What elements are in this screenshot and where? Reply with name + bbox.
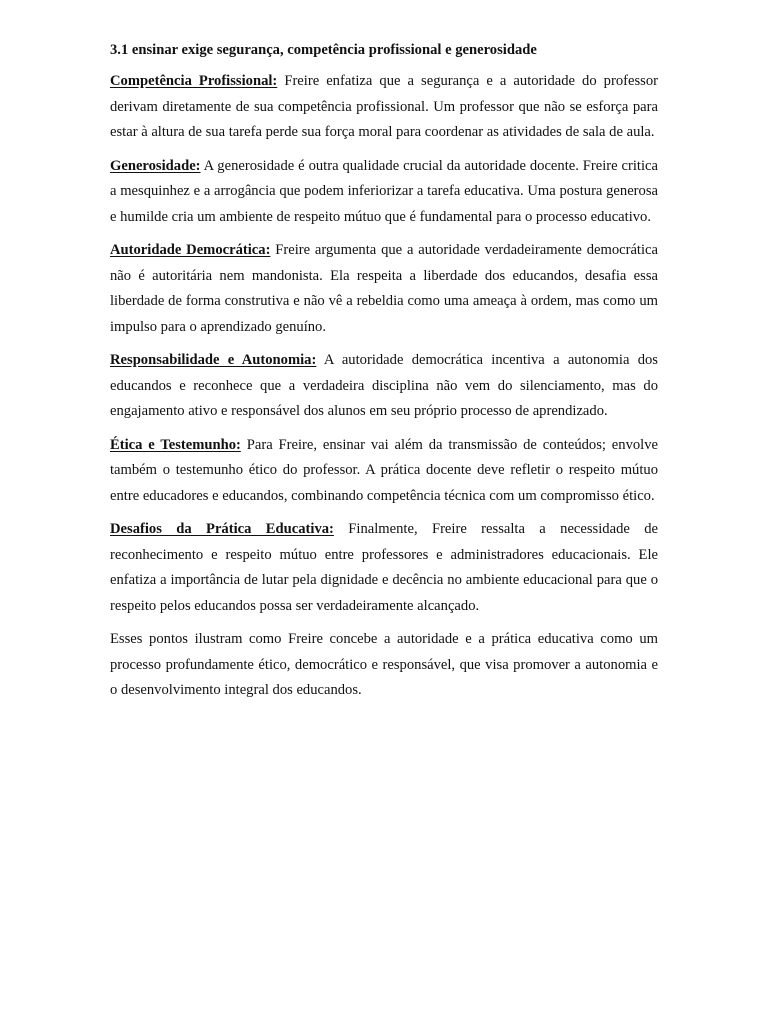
term-etica: Ética e Testemunho: — [110, 436, 241, 453]
term-competencia: Competência Profissional: — [110, 73, 278, 89]
term-autoridade: Autoridade Democrática: — [110, 242, 271, 258]
text-responsabilidade: A autoridade democrática incentiva a autonomia dos educandos e reconhece que a verdadeira disciplina não vem do silenciamento, mas do engajamento ativo e responsável dos alunos em seu próprio processo de aprendizado. — [110, 352, 658, 419]
text-desafios: Finalmente, Freire ressalta a necessidade de reconhecimento e respeito mútuo entre professores e administradores educacionais. Ele enfatiza a importância de lutar pela dignidade e decência no ambiente educacional para que o respeito pelos educandos possa ser verdadeiramente alcançado. — [110, 521, 658, 614]
paragraph-responsabilidade — [110, 348, 658, 425]
paragraph-autoridade — [110, 238, 658, 340]
document-page — [110, 40, 658, 712]
section-heading: 3.1 ensinar exige segurança, competência profissional e generosidade — [110, 42, 537, 58]
text-etica: Para Freire, ensinar vai além da transmissão de conteúdos; envolve também o testemunho ético do professor. A prática docente deve refletir o respeito mútuo entre educadores e educandos, combinando competência técnica com um compromisso ético. — [110, 436, 659, 504]
term-responsabilidade: Responsabilidade e Autonomia: — [110, 352, 317, 368]
text-competencia: Freire enfatiza que a segurança e a autoridade do professor derivam diretamente de sua competência profissional. Um professor que não se esforça para estar à altura de sua tarefa perde sua força moral para coordenar as atividades de sala de aula. — [110, 73, 658, 140]
text-autoridade: Freire argumenta que a autoridade verdadeiramente democrática não é autoritária nem mandonista. Ela respeita a liberdade dos educandos, desafia essa liberdade de forma construtiva e não vê a rebeldia como uma ameaça à ordem, mas como um impulso para o aprendizado genuíno. — [110, 242, 658, 335]
paragraph-etica — [110, 433, 658, 510]
paragraph-desafios — [110, 517, 658, 619]
paragraph-generosidade — [110, 154, 658, 231]
paragraph-conclusion: Esses pontos ilustram como Freire concebe a autoridade e a prática educativa como um processo profundamente ético, democrático e responsável, que visa promover a autonomia e o desenvolvimento integral dos educandos. — [110, 631, 658, 698]
term-generosidade: Generosidade: — [110, 157, 201, 174]
term-desafios: Desafios da Prática Educativa: — [110, 521, 334, 537]
paragraph-competencia — [110, 69, 658, 146]
text-generosidade: A generosidade é outra qualidade crucial da autoridade docente. Freire critica a mesquinhez e a arrogância que podem inferiorizar a tarefa educativa. Uma postura generosa e humilde cria um ambiente de respeito mútuo que é fundamental para o processo educativo. — [110, 157, 658, 225]
